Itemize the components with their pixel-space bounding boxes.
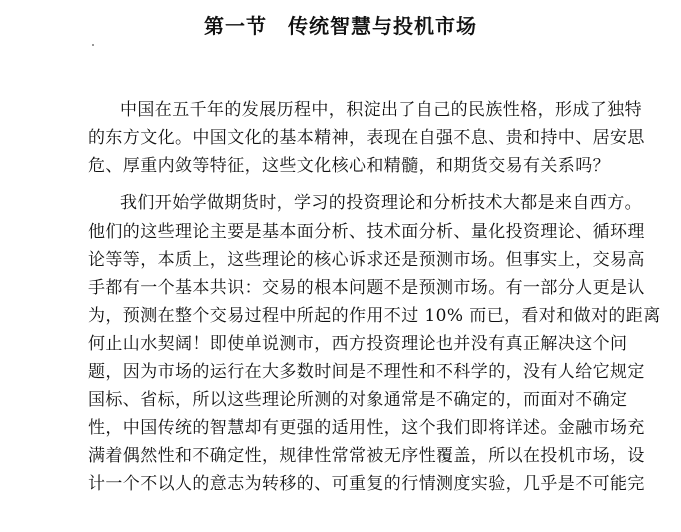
text-line-12: 性，中国传统的智慧却有更强的适用性，这个我们即将详述。金融市场充 bbox=[88, 418, 645, 438]
text-line-5: 他们的这些理论主要是基本面分析、技术面分析、量化投资理论、循环理 bbox=[88, 222, 645, 242]
text-line-6: 论等等，本质上，这些理论的核心诉求还是预测市场。但事实上，交易高 bbox=[88, 250, 645, 270]
text-line-11: 国标、省标，所以这些理论所测的对象通常是不确定的，而面对不确定 bbox=[88, 390, 628, 410]
text-line-14: 计一个不以人的意志为转移的、可重复的行情测度实验，几乎是不可能完 bbox=[88, 474, 645, 494]
text-line-7: 手都有一个基本共识：交易的根本问题不是预测市场。有一部分人更是认 bbox=[88, 278, 645, 298]
text-line-1: 中国在五千年的发展历程中，积淀出了自己的民族性格，形成了独特 bbox=[120, 100, 642, 120]
text-line-4: 我们开始学做期货时，学习的投资理论和分析技术大都是来自西方。 bbox=[120, 193, 642, 213]
text-line-8: 为，预测在整个交易过程中所起的作用不过 10% 而已，看对和做对的距离 bbox=[88, 306, 661, 326]
text-line-3: 危、厚重内敛等特征，这些文化核心和精髓，和期货交易有关系吗？ bbox=[88, 156, 610, 176]
text-line-10: 题，因为市场的运行在大多数时间是不理性和不科学的，没有人给它规定 bbox=[88, 362, 645, 382]
section-title: 第一节 传统智慧与投机市场 bbox=[204, 14, 477, 38]
text-line-2: 的东方文化。中国文化的基本精神，表现在自强不息、贵和持中、居安思 bbox=[88, 128, 645, 148]
page-speck bbox=[92, 44, 94, 46]
text-line-13: 满着偶然性和不确定性，规律性常常被无序性覆盖，所以在投机市场，设 bbox=[88, 446, 645, 466]
text-line-9: 何止山水契阔！即使单说测市，西方投资理论也并没有真正解决这个问 bbox=[88, 334, 628, 354]
